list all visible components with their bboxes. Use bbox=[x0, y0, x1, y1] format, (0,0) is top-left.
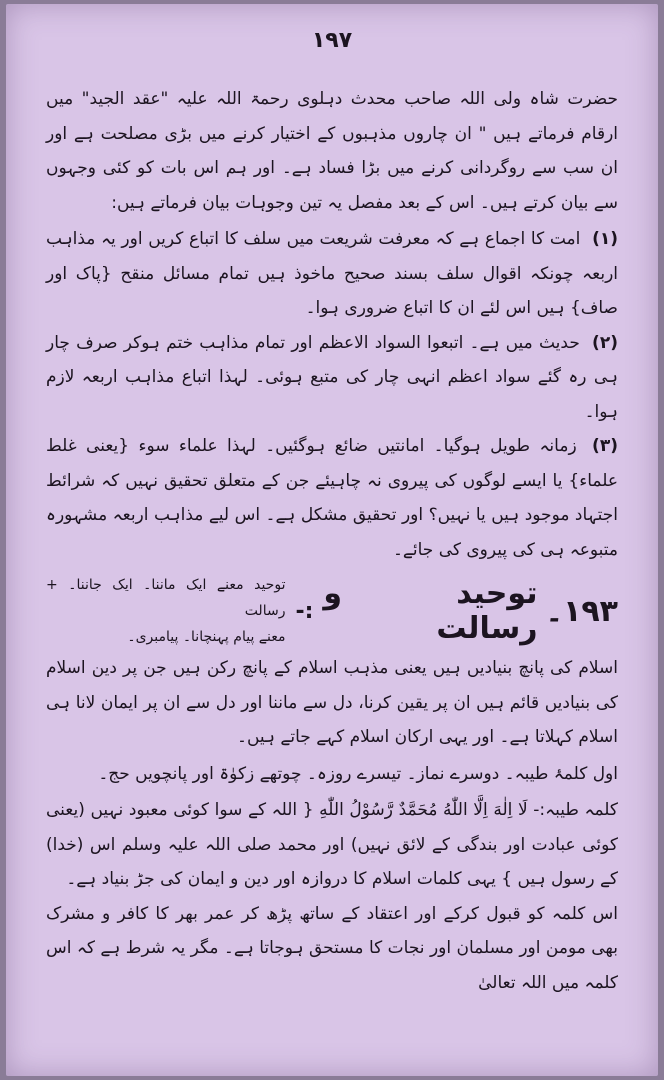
glossary-line: توحید معنے ایک ماننا۔ ایک جاننا۔ + رسالت bbox=[46, 577, 286, 619]
closing-paragraph: اس کلمہ کو قبول کرکے اور اعتقاد کے ساتھ پڑھ کر عمر بھر کا کافر و مشرک بھی مومن اور مسلمان اور نجات کا مستحق ہوجاتا ہے۔ مگر یہ شرط ہے کہ اس کلمہ میں اللہ تعالیٰ bbox=[46, 903, 618, 993]
reason-item bbox=[46, 429, 618, 567]
reason-text: زمانہ طویل ہوگیا۔ امانتیں ضائع ہوگئیں۔ لہذا علماء سوء {یعنی غلط علماء} یا ایسے لوگوں کی پیروی نہ چاہیئے جن کے متعلق تحقیق نہیں کہ شرائط اجتہاد موجود ہیں یا نہیں؟ اور تحقیق مشکل ہے۔ اس لیے مذاہب اربعہ مشہورہ متبوعہ ہی کی پیروی کی جائے۔ bbox=[46, 436, 618, 560]
page-body bbox=[46, 82, 618, 1002]
intro-paragraph: حضرت شاہ ولی اللہ صاحب محدث دہلوی رحمۃ اللہ علیہ "عقد الجید" میں ارقام فرماتے ہیں " ان چاروں مذہبوں کے اختیار کرنے میں بڑی مصلحت ہے اور ان سب سے روگردانی کرنے میں بڑا فساد ہے۔ اور ہم اس بات کو کئی وجہوں سے بیان کرتے ہیں۔ اس کے بعد مفصل یہ تین وجوہات بیان فرماتے ہیں: bbox=[46, 89, 618, 213]
kalma-label: کلمہ طیبہ:- bbox=[533, 800, 618, 820]
glossary-line: معنے پیام پہنچانا۔ پیامبری۔ bbox=[127, 629, 286, 645]
section-colon: :- bbox=[295, 598, 314, 624]
book-page bbox=[6, 4, 658, 1076]
pillars-paragraph: اسلام کی پانچ بنیادیں ہیں یعنی مذہب اسلام کے پانچ رکن ہیں جن پر دین اسلام کی بنیادیں قائم ہیں ان پر یقین کرنا، دل سے ماننا اور دل سے ان پر ایمان لانا ہی اسلام کہلاتا ہے۔ اور یہی ارکان اسلام کہے جاتے ہیں۔ bbox=[46, 658, 618, 747]
section-glossary bbox=[46, 572, 285, 650]
kalma-meaning: { اللہ کے سوا کوئی معبود نہیں (یعنی کوئی عبادت اور بندگی کے لائق نہیں) اور محمد صلی اللہ علیہ وسلم اس (خدا) کے رسول ہیں } یہی کلمات اسلام کا دروازہ اور دین و ایمان کی جڑ بنیاد ہے۔ bbox=[46, 800, 618, 889]
reason-item bbox=[46, 326, 618, 430]
reason-text: حدیث میں ہے۔ اتبعوا السواد الاعظم اور تمام مذاہب ختم ہوکر صرف چار ہی رہ گئے سواد اعظم انہی چار کی متبع ہوئی۔ لہذا اتباع مذاہب اربعہ لازم ہوا۔ bbox=[46, 332, 618, 422]
section-heading bbox=[46, 575, 618, 647]
reason-number: (۲) bbox=[592, 332, 618, 353]
reason-number: (۱) bbox=[592, 229, 619, 249]
kalma-arabic: لَا اِلٰهَ اِلَّا اللّٰهُ مُحَمَّدٌ رَّسُوْلُ اللّٰهِ bbox=[319, 800, 528, 820]
kalma-paragraph bbox=[46, 793, 618, 897]
reason-item bbox=[46, 222, 618, 326]
section-number: ۱۹۳۔ bbox=[545, 593, 618, 629]
pillars-list: اول کلمۂ طیبہ۔ دوسرے نماز۔ تیسرے روزہ۔ چوتھے زکوٰۃ اور پانچویں حج۔ bbox=[98, 763, 618, 784]
reason-text: امت کا اجماع ہے کہ معرفت شریعت میں سلف کا اتباع کریں اور یہ مذاہب اربعہ چونکہ اقوال سلف بسند صحیح ماخوذ ہیں تمام مسائل منقح {پاک اور صاف} ہیں اس لئے ان کا اتباع ضروری ہوا۔ bbox=[46, 229, 618, 318]
page-number: ۱۹۷ bbox=[311, 28, 353, 53]
section-title: توحید و رسالت bbox=[323, 576, 538, 646]
reason-number: (۳) bbox=[592, 436, 618, 456]
